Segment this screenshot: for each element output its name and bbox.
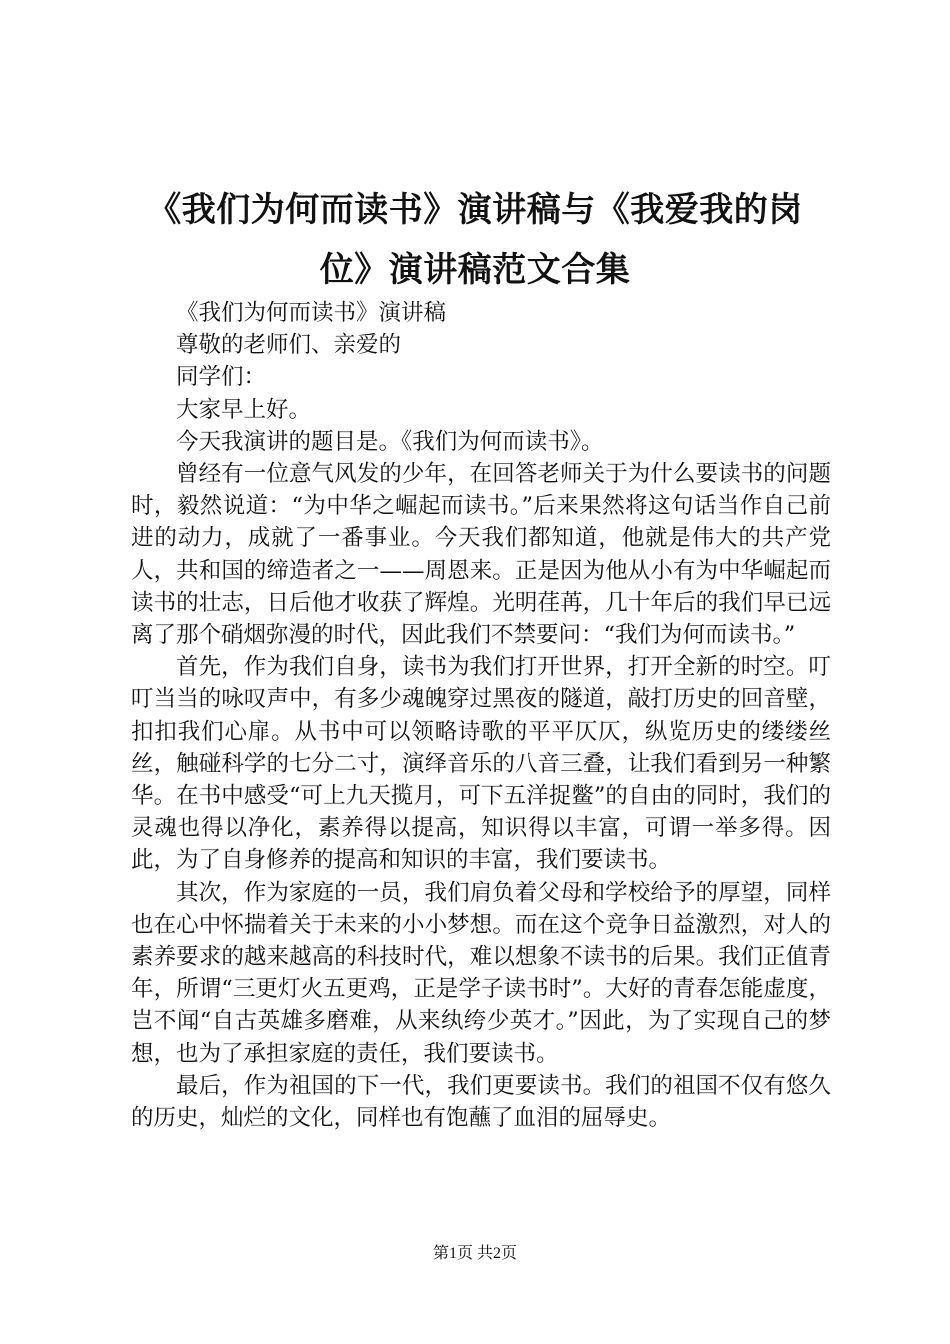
salutation-line-2: 同学们： [176,364,267,391]
title-line-1: 《我们为何而读书》演讲稿与《我爱我的岗 [147,190,803,230]
body-paragraph: 首先，作为我们自身，读书为我们打开世界，打开全新的时空。叮叮当当的咏叹声中，有多少魂魄穿过黑夜的隧道，敲打历史的回音壁，扣扣我们心扉。从书中可以领略诗歌的平平仄仄，纵览历史的缕缕丝丝，触碰科学的七分二寸，演绎音乐的八音三叠，让我们看到另一种繁华。在书中感受“可上九天揽月，可下五洋捉鳖”的自由的同时，我们的灵魂也得以净化，素养得以提高，知识得以丰富，可谓一举多得。因此，为了自身修养的提高和知识的丰富，我们要读书。 [131,654,831,874]
body-paragraph: 其次，作为家庭的一员，我们肩负着父母和学校给予的厚望，同样也在心中怀揣着关于未来的小小梦想。而在这个竞争日益激烈，对人的素养要求的越来越高的科技时代，难以想象不读书的后果。我们正值青年，所谓“三更灯火五更鸡，正是学子读书时”。大好的青春怎能虚度，岂不闻“自古英雄多磨难，从来纨绔少英才。”因此，为了实现自己的梦想，也为了承担家庭的责任，我们要读书。 [131,879,831,1067]
body-paragraph: 最后，作为祖国的下一代，我们更要读书。我们的祖国不仅有悠久的历史，灿烂的文化，同样也有饱蘸了血泪的屈辱史。 [131,1072,831,1132]
page-footer: 第1页 共2页 [432,1245,517,1262]
body-paragraph: 曾经有一位意气风发的少年，在回答老师关于为什么要读书的问题时，毅然说道：“为中华之崛起而读书。”后来果然将这句话当作自己前进的动力，成就了一番事业。今天我们都知道，他就是伟大的共产党人，共和国的缔造者之一——周恩来。正是因为他从小有为中华崛起而读书的壮志，日后他才收获了辉煌。光明荏苒，几十年后的我们早已远离了那个硝烟弥漫的时代，因此我们不禁要问：“我们为何而读书。” [131,461,831,649]
document-title [95,180,855,300]
greeting: 大家早上好。 [176,396,312,423]
topic-line: 今天我演讲的题目是。《我们为何而读书》。 [176,428,604,455]
document-body [131,297,831,1134]
speech-subtitle: 《我们为何而读书》演讲稿 [176,300,447,326]
title-line-2: 位》演讲稿范文合集 [319,250,631,290]
salutation-line-1: 尊敬的老师们、亲爱的 [176,332,402,359]
